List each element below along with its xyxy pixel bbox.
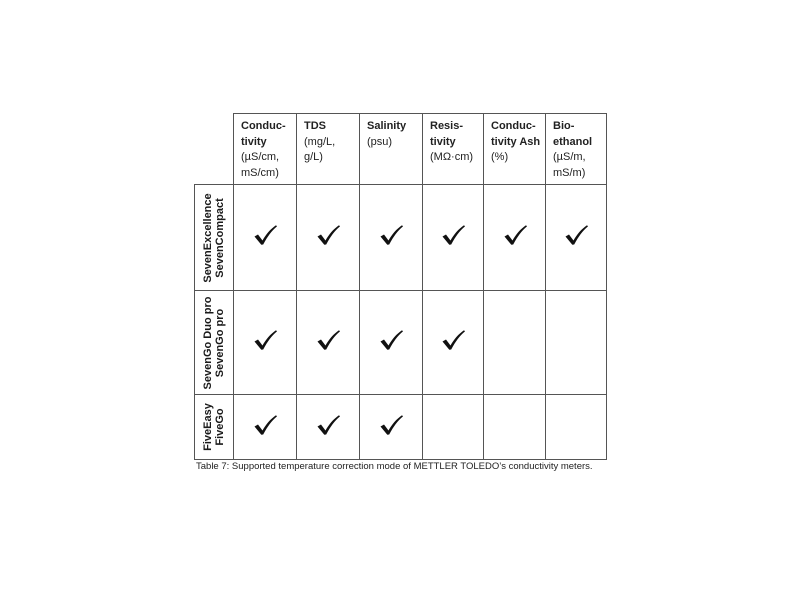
table-body	[195, 185, 607, 460]
column-name: Resis- tivity	[430, 120, 464, 148]
table-caption: Table 7: Supported temperature correction mode of METTLER TOLEDO’s conductivity meters.	[196, 461, 593, 472]
row-label-line: SevenGo Duo pro	[202, 296, 214, 389]
checkmark-icon	[252, 414, 278, 436]
column-header-salinity	[360, 114, 423, 185]
row-sevenexcellence-sevencompact	[195, 185, 607, 291]
checkmark-icon	[378, 224, 404, 246]
column-unit: (µS/m, mS/m)	[553, 151, 586, 179]
column-unit: (MΩ·cm)	[430, 151, 474, 163]
table-cell	[423, 291, 484, 395]
corner-cell	[195, 114, 234, 185]
row-header	[195, 185, 234, 291]
checkmark-icon	[378, 414, 404, 436]
checkmark-icon	[315, 329, 341, 351]
table-cell	[360, 291, 423, 395]
column-header-conductivity	[234, 114, 297, 185]
column-unit: (µS/cm, mS/cm)	[241, 151, 280, 179]
table-cell	[423, 185, 484, 291]
checkmark-icon	[252, 224, 278, 246]
row-label-line: FiveEasy	[202, 403, 214, 451]
table-cell	[484, 395, 546, 460]
table-cell	[297, 291, 360, 395]
row-header	[195, 291, 234, 395]
column-unit: (psu)	[367, 135, 393, 148]
column-name: Salinity	[367, 120, 407, 132]
support-matrix	[194, 113, 607, 460]
row-label	[202, 403, 226, 451]
column-name: Bio- ethanol	[553, 120, 593, 148]
row-label	[202, 193, 226, 282]
checkmark-icon	[315, 224, 341, 246]
column-unit: (mg/L, g/L)	[304, 135, 336, 163]
header-row	[195, 114, 607, 185]
table-cell	[360, 395, 423, 460]
table-cell	[360, 185, 423, 291]
table-cell	[546, 185, 607, 291]
column-name: Conduc- tivity	[241, 120, 286, 148]
table-cell	[297, 395, 360, 460]
checkmark-icon	[315, 414, 341, 436]
row-header	[195, 395, 234, 460]
row-label-line: SevenExcellence	[202, 192, 214, 283]
checkmark-icon	[502, 224, 528, 246]
table-cell	[234, 395, 297, 460]
table-cell	[423, 395, 484, 460]
checkmark-icon	[440, 224, 466, 246]
row-label-line: FiveGo	[214, 408, 226, 446]
table-cell	[546, 291, 607, 395]
row-label-line: SevenGo pro	[214, 308, 226, 377]
column-header-conductivity-ash	[484, 114, 546, 185]
column-unit: (%)	[491, 151, 509, 163]
table-cell	[234, 291, 297, 395]
row-sevengo-duo-pro-sevengo-pro	[195, 291, 607, 395]
column-name: Conduc- tivity Ash	[491, 120, 541, 148]
column-name: TDS	[304, 120, 326, 132]
table-cell	[297, 185, 360, 291]
conductivity-support-table	[194, 113, 607, 460]
column-header-tds	[297, 114, 360, 185]
column-header-bioethanol	[546, 114, 607, 185]
table-cell	[484, 185, 546, 291]
row-label-line: SevenCompact	[214, 197, 226, 278]
table-cell	[484, 291, 546, 395]
column-header-resistivity	[423, 114, 484, 185]
checkmark-icon	[563, 224, 589, 246]
table-cell	[546, 395, 607, 460]
table-cell	[234, 185, 297, 291]
checkmark-icon	[440, 329, 466, 351]
checkmark-icon	[378, 329, 404, 351]
row-fiveeasy-fivego	[195, 395, 607, 460]
row-label	[202, 296, 226, 389]
checkmark-icon	[252, 329, 278, 351]
